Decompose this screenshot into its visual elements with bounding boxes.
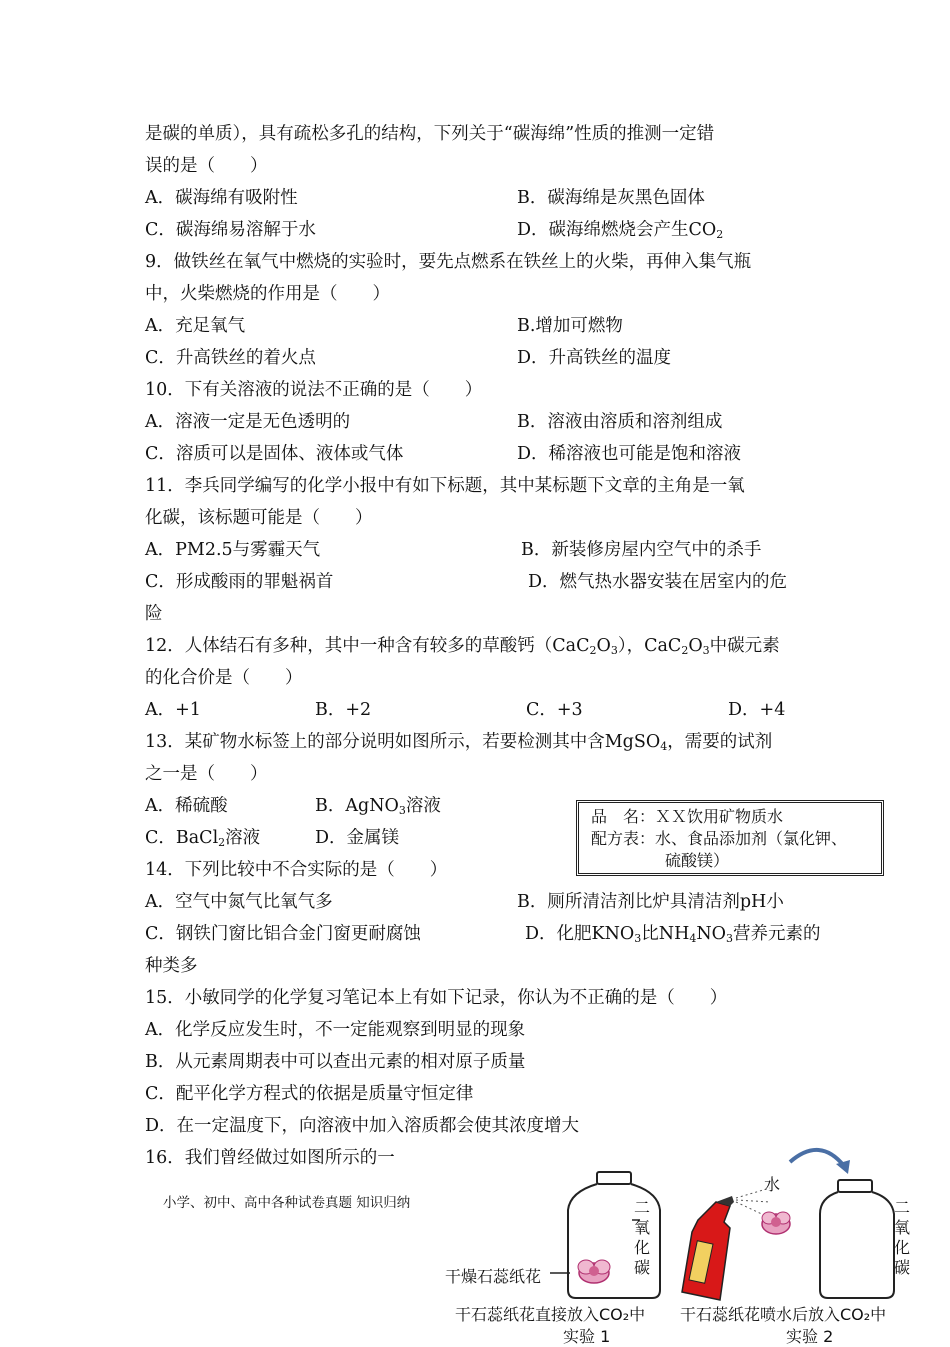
label-ingredients-cont: 硫酸镁） <box>665 851 730 870</box>
q13-stem-line2: 之一是（ ） <box>145 764 268 784</box>
q15-option-a: A．化学反应发生时，不一定能观察到明显的现象 <box>145 1020 526 1040</box>
q14-option-c: C．钢铁门窗比铝合金门窗更耐腐蚀 <box>145 924 421 944</box>
rose-icon <box>578 1260 610 1283</box>
q9-option-d: D．升高铁丝的温度 <box>517 348 672 368</box>
rose-icon <box>762 1212 790 1234</box>
q15-stem: 15．小敏同学的化学复习笔记本上有如下记录，你认为不正确的是（ ） <box>145 988 728 1008</box>
q15-option-c: C．配平化学方程式的依据是质量守恒定律 <box>145 1084 474 1104</box>
q8-stem-line1: 是碳的单质），具有疏松多孔的结构，下列关于“碳海绵”性质的推测一定错 <box>145 124 715 144</box>
curved-arrow-icon <box>790 1150 844 1166</box>
q13-option-a: A．稀硫酸 <box>145 796 228 816</box>
q10-option-d: D．稀溶液也可能是饱和溶液 <box>517 444 742 464</box>
dry-litmus-flower-label: 干燥石蕊纸花 <box>445 1267 542 1286</box>
q12-stem-line1: 12．人体结石有多种，其中一种含有较多的草酸钙$(CaC_2O_3)$，$CaC_2O_3$中碳元素 <box>145 636 780 657</box>
q14-option-d-cont: 种类多 <box>145 956 198 976</box>
water-label: 水 <box>764 1175 781 1194</box>
mineral-water-label <box>576 800 884 876</box>
q10-option-c: C．溶质可以是固体、液体或气体 <box>145 444 404 464</box>
q13-option-b: B．AgNO$_3$溶液 <box>315 796 441 817</box>
q8-stem-line2: 误的是（ ） <box>145 156 268 176</box>
q11-stem-line2: 化碳，该标题可能是（ ） <box>145 508 373 528</box>
q11-option-a: A．PM2.5与雾霾天气 <box>145 540 321 560</box>
exp2-caption: 干石蕊纸花喷水后放入CO₂中 <box>680 1305 887 1324</box>
exp2-label: 实验 2 <box>786 1327 834 1346</box>
q14-option-a: A．空气中氮气比氧气多 <box>145 892 333 912</box>
q9-option-c: C．升高铁丝的着火点 <box>145 348 316 368</box>
q14-stem: 14．下列比较中不合实际的是（ ） <box>145 860 448 880</box>
label-ingredients: 配方表：水、食品添加剂（氯化钾、 <box>591 829 848 848</box>
q11-option-b: B．新装修房屋内空气中的杀手 <box>521 540 762 560</box>
q8-option-b: B．碳海绵是灰黑色固体 <box>517 188 705 208</box>
q12-option-b: B．+2 <box>315 700 372 720</box>
q10-stem: 10．下有关溶液的说法不正确的是（ ） <box>145 380 483 400</box>
q9-stem-line1: 9．做铁丝在氧气中燃烧的实验时，要先点燃系在铁丝上的火柴，再伸入集气瓶 <box>145 252 752 272</box>
exp1-label: 实验 1 <box>563 1327 611 1346</box>
q12-stem-line2: 的化合价是（ ） <box>145 668 303 688</box>
q15-option-b: B．从元素周期表中可以查出元素的相对原子质量 <box>145 1052 526 1072</box>
q10-option-b: B．溶液由溶质和溶剂组成 <box>517 412 723 432</box>
q13-option-d: D．金属镁 <box>315 828 400 848</box>
q14-option-b: B．厕所清洁剂比炉具清洁剂pH小 <box>517 892 784 912</box>
q8-option-c: C．碳海绵易溶解于水 <box>145 220 316 240</box>
q12-option-a: A．+1 <box>145 700 201 720</box>
page-footer: 小学、初中、高中各种试卷真题 知识归纳 <box>163 1195 411 1211</box>
q11-option-d: D．燃气热水器安装在居室内的危 <box>528 572 788 592</box>
q14-option-d: D．化肥$KNO_3$比$NH_4NO_3$营养元素的 <box>525 924 821 945</box>
q8-option-d: D．碳海绵燃烧会产生$CO_2$ <box>517 220 724 241</box>
q12-option-d: D．+4 <box>728 700 786 720</box>
q16-stem: 16．我们曾经做过如图所示的一 <box>145 1148 395 1168</box>
co2-label-jar2: 二氧化碳 <box>893 1198 910 1277</box>
q9-option-b: B.增加可燃物 <box>517 316 623 336</box>
co2-label-jar1: 二氧化碳 <box>633 1198 650 1277</box>
jar-2 <box>820 1180 894 1298</box>
spray-bottle-icon <box>682 1196 734 1300</box>
q10-option-a: A．溶液一定是无色透明的 <box>145 412 351 432</box>
q15-option-d: D．在一定温度下，向溶液中加入溶质都会使其浓度增大 <box>145 1116 580 1136</box>
q13-option-c: C．BaCl$_2$溶液 <box>145 828 261 849</box>
exp1-caption: 干石蕊纸花直接放入CO₂中 <box>455 1305 646 1324</box>
q8-option-a: A．碳海绵有吸附性 <box>145 188 298 208</box>
q12-option-c: C．+3 <box>526 700 583 720</box>
q9-option-a: A．充足氧气 <box>145 316 246 336</box>
q9-stem-line2: 中，火柴燃烧的作用是（ ） <box>145 284 390 304</box>
q13-stem-line1: 13．某矿物水标签上的部分说明如图所示，若要检测其中含MgSO$_4$，需要的试剂 <box>145 732 773 753</box>
q11-stem-line1: 11．李兵同学编写的化学小报中有如下标题，其中某标题下文章的主角是一氧 <box>145 476 745 496</box>
q11-option-c: C．形成酸雨的罪魁祸首 <box>145 572 334 592</box>
q11-option-d-cont: 险 <box>145 604 163 624</box>
label-product-name: 品 名：ＸＸ饮用矿物质水 <box>591 807 784 826</box>
